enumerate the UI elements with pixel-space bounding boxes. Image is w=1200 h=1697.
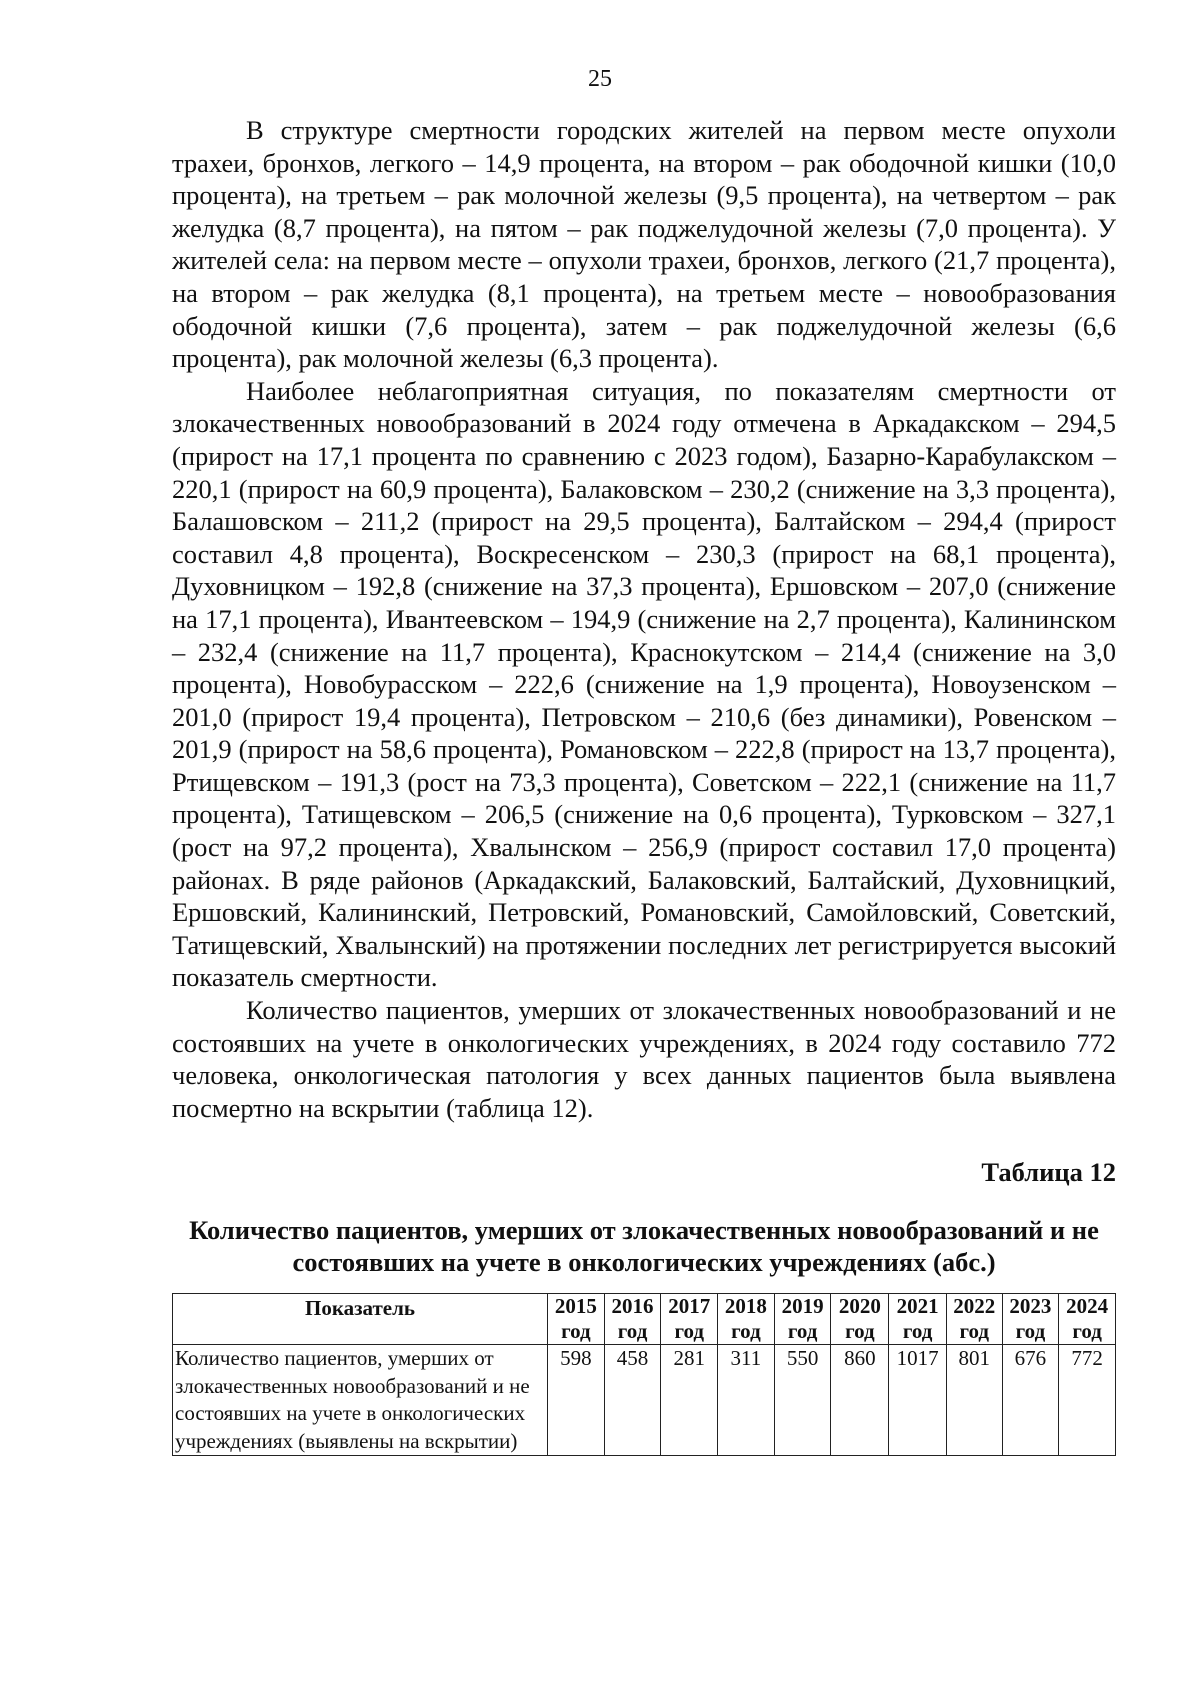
header-indicator: Показатель: [173, 1294, 548, 1345]
table-header-row: [173, 1294, 1116, 1345]
table-label: Таблица 12: [981, 1157, 1116, 1188]
document-body: [172, 114, 1116, 1456]
cell-value-2019: 550: [774, 1345, 831, 1456]
header-year-unit: год: [617, 1319, 648, 1344]
header-year-2024: [1059, 1294, 1116, 1345]
cell-value-2023: 676: [1002, 1345, 1059, 1456]
header-year-value: 2020: [838, 1294, 881, 1319]
header-year-value: 2024: [1066, 1294, 1109, 1319]
header-year-value: 2021: [896, 1294, 939, 1319]
header-year-2017: [661, 1294, 718, 1345]
cell-value-2022: 801: [946, 1345, 1002, 1456]
header-year-unit: год: [1015, 1319, 1046, 1344]
cell-value-2024: 772: [1059, 1345, 1116, 1456]
header-year-unit: год: [561, 1319, 591, 1344]
cell-value-2015: 598: [548, 1345, 605, 1456]
header-year-2015: [548, 1294, 605, 1345]
page-number: 25: [588, 66, 612, 92]
header-year-unit: год: [1072, 1319, 1102, 1344]
header-year-2018: [718, 1294, 775, 1345]
header-year-2021: [889, 1294, 947, 1345]
header-year-value: 2015: [554, 1294, 597, 1319]
header-year-unit: год: [959, 1319, 990, 1344]
paragraph-2: Наиболее неблагоприятная ситуация, по показателям смертности от злокачественных новообразований в 2024 году отмечена в Аркадакском – 294,5 (прирост на 17,1 процента по сравнению с 2023 годом), Базарно-Карабулакском – 220,1 (прирост на 60,9 процента), Балаковском – 230,2 (снижение на 3,3 процента), Балашовском – 211,2 (прирост на 29,5 процента), Балтайском – 294,4 (прирост составил 4,8 процента), Воскресенском – 230,3 (прирост на 68,1 процента), Духовницком – 192,8 (снижение на 37,3 процента), Ершовском – 207,0 (снижение на 17,1 процента), Ивантеевском – 194,9 (снижение на 2,7 процента), Калининском – 232,4 (снижение на 11,7 процента), Краснокутском – 214,4 (снижение на 3,0 процента), Новобурасском – 222,6 (снижение на 1,9 процента), Новоузенском – 201,0 (прирост 19,4 процента), Петровском – 210,6 (без динамики), Ровенском – 201,9 (прирост на 58,6 процента), Романовском – 222,8 (прирост на 13,7 процента), Ртищевском – 191,3 (рост на 73,3 процента), Советском – 222,1 (снижение на 11,7 процента), Татищевском – 206,5 (снижение на 0,6 процента), Турковском – 327,1 (рост на 97,2 процента), Хвалынском – 256,9 (прирост составил 17,0 процента) районах. В ряде районов (Аркадакский, Балаковский, Балтайский, Духовницкий, Ершовский, Калининский, Петровский, Романовский, Самойловский, Советский, Татищевский, Хвалынский) на протяжении последних лет регистрируется высокий показатель смертности.: [172, 375, 1116, 993]
header-year-value: 2016: [611, 1294, 654, 1319]
header-year-unit: год: [845, 1319, 875, 1344]
table-row: [173, 1345, 1116, 1456]
header-year-value: 2023: [1009, 1294, 1052, 1319]
header-year-unit: год: [731, 1319, 761, 1344]
header-year-unit: год: [787, 1319, 818, 1344]
header-year-2016: [604, 1294, 661, 1345]
header-year-value: 2017: [668, 1294, 711, 1319]
paragraph-3: Количество пациентов, умерших от злокачественных новообразований и не состоявших на учете в онкологических учреждениях, в 2024 году составило 772 человека, онкологическая патология у всех данных пациентов была выявлена посмертно на вскрытии (таблица 12).: [172, 995, 1116, 1123]
data-table: [172, 1293, 1116, 1456]
header-year-2022: [946, 1294, 1002, 1345]
header-year-unit: год: [902, 1319, 933, 1344]
header-year-unit: год: [674, 1319, 704, 1344]
cell-value-2021: 1017: [889, 1345, 947, 1456]
cell-value-2018: 311: [718, 1345, 775, 1456]
table-title: Количество пациентов, умерших от злокачественных новообразований и не состоявших на учете в онкологических учреждениях (абс.): [189, 1215, 1099, 1278]
header-year-2019: [774, 1294, 831, 1345]
header-year-value: 2018: [724, 1294, 767, 1319]
header-year-2023: [1002, 1294, 1059, 1345]
cell-value-2017: 281: [661, 1345, 718, 1456]
cell-value-2016: 458: [604, 1345, 661, 1456]
header-year-value: 2019: [781, 1294, 824, 1319]
cell-value-2020: 860: [831, 1345, 889, 1456]
row-label: Количество пациентов, умерших от злокачественных новообразований и не состоявших на учете в онкологических учреждениях (выявлены на вскрытии): [173, 1345, 548, 1456]
header-year-2020: [831, 1294, 889, 1345]
header-year-value: 2022: [953, 1294, 996, 1319]
paragraph-1: В структуре смертности городских жителей на первом месте опухоли трахеи, бронхов, легкого – 14,9 процента, на втором – рак ободочной кишки (10,0 процента), на третьем – рак молочной железы (9,5 процента), на четвертом – рак желудка (8,7 процента), на пятом – рак поджелудочной железы (7,0 процента). У жителей села: на первом месте – опухоли трахеи, бронхов, легкого (21,7 процента), на втором – рак желудка (8,1 процента), на третьем месте – новообразования ободочной кишки (7,6 процента), затем – рак поджелудочной железы (6,6 процента), рак молочной железы (6,3 процента).: [172, 115, 1116, 374]
